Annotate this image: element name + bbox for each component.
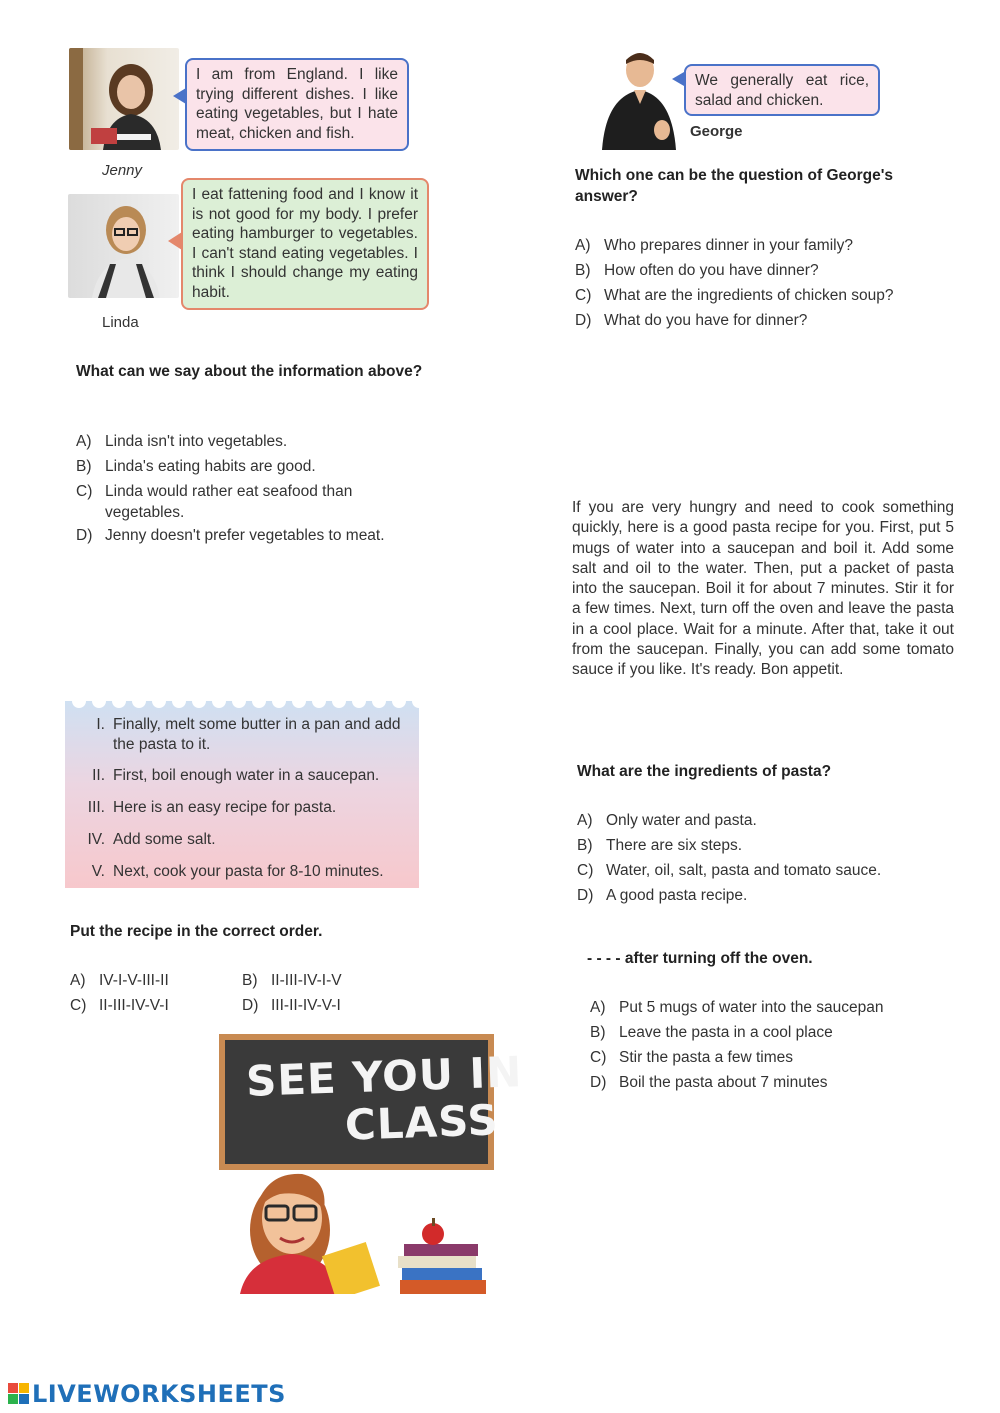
scallop-dot	[252, 694, 266, 708]
board-text-line1: SEE YOU IN	[245, 1047, 524, 1106]
step-text: Add some salt.	[113, 831, 216, 848]
q3-question: Put the recipe in the correct order.	[70, 923, 323, 940]
recipe-step-4	[65, 830, 410, 850]
option-letter: A)	[577, 812, 593, 829]
q1-option-c[interactable]	[76, 479, 416, 523]
option-text: A good pasta recipe.	[606, 887, 748, 904]
board-text-line2: CLASS	[344, 1095, 500, 1150]
q5-question: - - - - after turning off the oven.	[587, 950, 813, 967]
q5-option-c[interactable]	[590, 1045, 950, 1070]
q5-option-d[interactable]	[590, 1070, 950, 1095]
scallop-dot	[172, 694, 186, 708]
jenny-portrait	[69, 48, 179, 150]
q1-option-b[interactable]	[76, 454, 416, 479]
option-letter: C)	[70, 997, 87, 1014]
option-letter: C)	[590, 1049, 607, 1066]
option-letter: C)	[575, 287, 592, 304]
option-text: IV-I-V-III-II	[99, 972, 169, 989]
scallop-dot	[332, 694, 346, 708]
option-letter: A)	[70, 972, 86, 989]
scallop-dot	[192, 694, 206, 708]
option-text: Only water and pasta.	[606, 812, 757, 829]
option-text: Leave the pasta in a cool place	[619, 1024, 833, 1041]
q4-option-d[interactable]	[577, 883, 957, 908]
jenny-name: Jenny	[102, 162, 143, 179]
step-text: First, boil enough water in a saucepan.	[113, 767, 380, 784]
scallop-dot	[272, 694, 286, 708]
option-letter: C)	[577, 862, 594, 879]
option-text: What do you have for dinner?	[604, 312, 808, 329]
option-letter: A)	[76, 433, 92, 450]
option-text: Put 5 mugs of water into the saucepan	[619, 999, 884, 1016]
option-text: Jenny doesn't prefer vegetables to meat.	[105, 527, 385, 544]
linda-photo	[68, 194, 179, 298]
q2-option-c[interactable]	[575, 283, 955, 308]
scallop-dot	[212, 694, 226, 708]
q1-option-a[interactable]	[76, 429, 416, 454]
q3-option-a[interactable]	[70, 968, 242, 993]
linda-speech-bubble: I eat fattening food and I know it is not good for my body. I prefer eating hamburger to vegetables. I can't stand eating vegetables. I think I should change my eating habit.	[181, 178, 429, 310]
q2-question: Which one can be the question of George's answer?	[575, 167, 894, 205]
recipe-step-5	[65, 862, 410, 882]
q1-option-d[interactable]	[76, 523, 416, 548]
option-text: Boil the pasta about 7 minutes	[619, 1074, 828, 1091]
liveworksheets-logo: LIVEWORKSHEETS	[32, 1380, 286, 1408]
recipe-step-3	[65, 798, 410, 818]
step-number: I.	[96, 716, 105, 733]
step-text: Next, cook your pasta for 8-10 minutes.	[113, 863, 384, 880]
q2-option-d[interactable]	[575, 308, 955, 333]
scallop-dot	[392, 694, 406, 708]
linda-name: Linda	[102, 314, 139, 331]
step-text: Here is an easy recipe for pasta.	[113, 799, 337, 816]
jenny-bubble-tail	[173, 88, 186, 104]
scallop-dot	[292, 694, 306, 708]
option-letter: D)	[76, 527, 93, 544]
recipe-steps-box	[65, 701, 419, 888]
scallop-dot	[352, 694, 366, 708]
option-letter: C)	[76, 483, 93, 500]
scallop-dot	[132, 694, 146, 708]
option-letter: D)	[575, 312, 592, 329]
recipe-step-2	[65, 766, 410, 786]
scallop-dot	[152, 694, 166, 708]
option-text: Who prepares dinner in your family?	[604, 237, 853, 254]
scallop-dot	[232, 694, 246, 708]
q1-options	[76, 429, 416, 548]
step-number: V.	[91, 863, 105, 880]
scallop-dot	[312, 694, 326, 708]
q5-option-a[interactable]	[590, 995, 950, 1020]
linda-portrait	[68, 194, 179, 298]
option-letter: B)	[577, 837, 593, 854]
q4-question: What are the ingredients of pasta?	[577, 763, 832, 780]
jenny-photo	[69, 48, 179, 150]
option-letter: B)	[76, 458, 92, 475]
q4-option-a[interactable]	[577, 808, 957, 833]
scallop-dot	[92, 694, 106, 708]
q3-options	[70, 968, 390, 1018]
option-text: Water, oil, salt, pasta and tomato sauce.	[606, 862, 882, 879]
option-letter: D)	[590, 1074, 607, 1091]
q3-option-c[interactable]	[70, 993, 242, 1018]
george-bubble-tail	[672, 72, 684, 86]
option-text: Linda isn't into vegetables.	[105, 433, 288, 450]
option-text: Linda's eating habits are good.	[105, 458, 316, 475]
q3-option-b[interactable]	[242, 968, 342, 993]
q4-options	[577, 808, 957, 908]
scallop-dot	[112, 694, 126, 708]
step-text: Finally, melt some butter in a pan and add the pasta to it.	[113, 716, 401, 753]
option-letter: B)	[575, 262, 591, 279]
liveworksheets-logo-icon	[8, 1383, 30, 1405]
george-portrait	[600, 44, 678, 150]
q2-option-a[interactable]	[575, 233, 955, 258]
q1-question: What can we say about the information above?	[76, 363, 423, 380]
george-speech-bubble: We generally eat rice, salad and chicken.	[684, 64, 880, 116]
option-letter: A)	[590, 999, 606, 1016]
scallop-dot	[412, 694, 426, 708]
option-text: There are six steps.	[606, 837, 743, 854]
q5-option-b[interactable]	[590, 1020, 950, 1045]
jenny-speech-bubble: I am from England. I like trying different dishes. I like eating vegetables, but I hate meat, chicken and fish.	[185, 58, 409, 151]
teacher-illustration	[230, 1150, 500, 1294]
scallop-dot	[372, 694, 386, 708]
option-text: Stir the pasta a few times	[619, 1049, 794, 1066]
option-letter: B)	[590, 1024, 606, 1041]
recipe-step-1	[65, 715, 410, 755]
option-text: II-III-IV-I-V	[271, 972, 342, 989]
option-letter: D)	[577, 887, 594, 904]
option-text: III-II-IV-V-I	[271, 997, 341, 1014]
q3-option-d[interactable]	[242, 993, 341, 1018]
option-letter: D)	[242, 997, 259, 1014]
q4-option-b[interactable]	[577, 833, 957, 858]
q2-option-b[interactable]	[575, 258, 955, 283]
q5-options	[590, 995, 950, 1095]
option-text: Linda would rather eat seafood than vegetables.	[105, 483, 353, 521]
george-photo	[600, 44, 678, 150]
option-letter: A)	[575, 237, 591, 254]
linda-bubble-tail	[168, 232, 182, 250]
q2-options	[575, 233, 955, 333]
step-number: III.	[87, 799, 105, 816]
option-letter: B)	[242, 972, 258, 989]
step-number: IV.	[87, 831, 105, 848]
george-name: George	[690, 123, 743, 140]
step-number: II.	[92, 767, 105, 784]
q4-option-c[interactable]	[577, 858, 957, 883]
pasta-recipe-text: If you are very hungry and need to cook something quickly, here is a good pasta recipe for you. First, put 5 mugs of water into a saucepan and boil it. Add some salt and oil to the water. Then, put a packet of pasta into the saucepan. Boil it for about 7 minutes. Stir it for a few times. Next, turn off the oven and leave the pasta in a cool place. Wait for a minute. After that, take it out from the saucepan. Finally, you can add some tomato sauce if you like. It's ready. Bon appetit.	[572, 499, 954, 679]
option-text: How often do you have dinner?	[604, 262, 819, 279]
option-text: What are the ingredients of chicken soup?	[604, 287, 894, 304]
scallop-dot	[72, 694, 86, 708]
option-text: II-III-IV-V-I	[99, 997, 169, 1014]
